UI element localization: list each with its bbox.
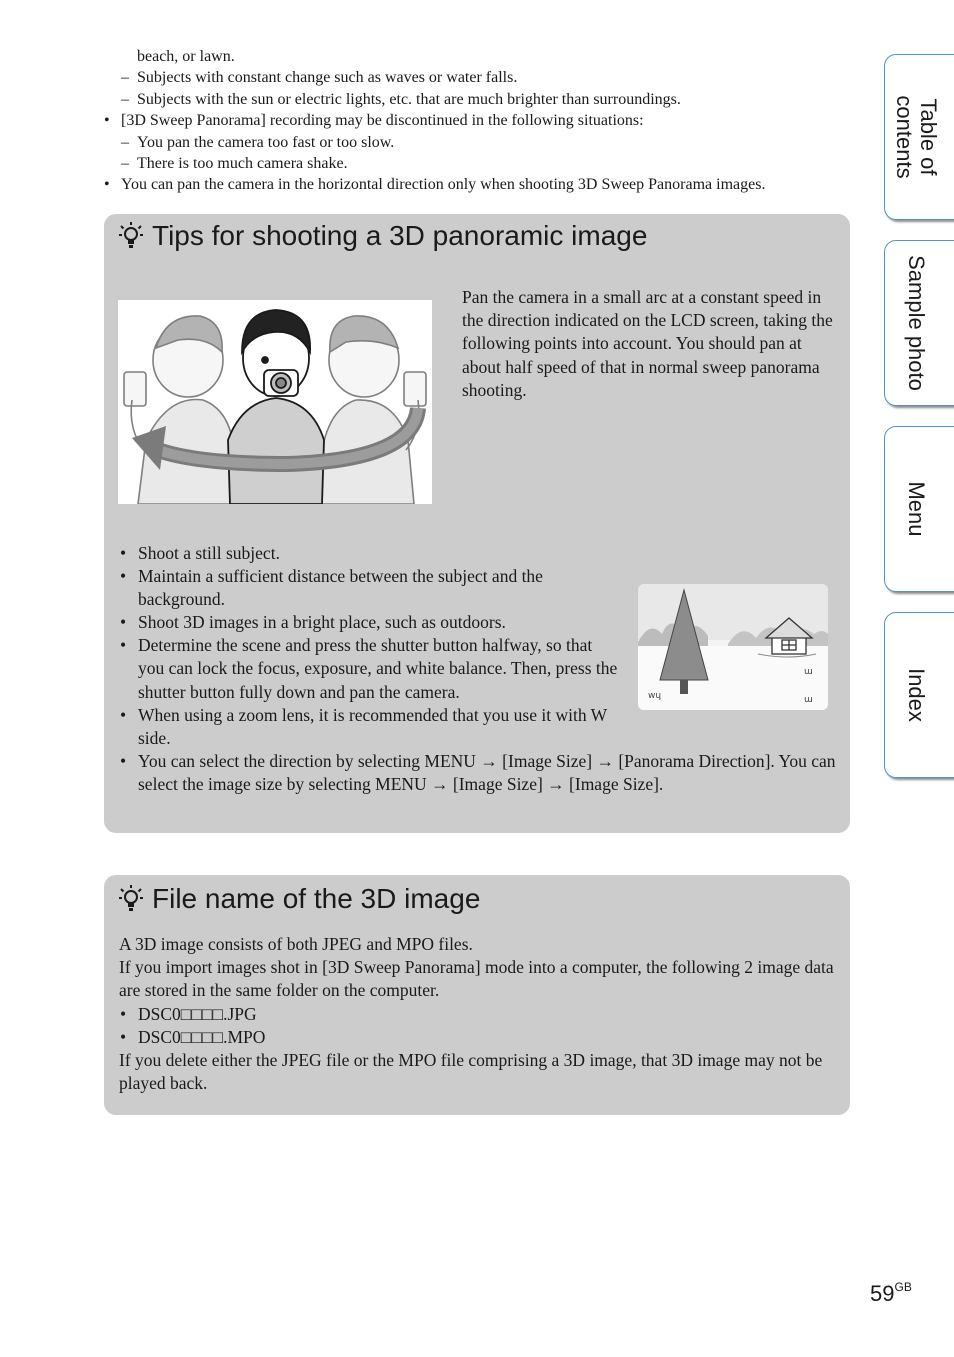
note-dash-item: – There is too much camera shake. [121, 155, 348, 173]
list-item: • Determine the scene and press the shutter button halfway, so that you can lock the focus, exposure, and white balance. Then, press the shutter button fully down and pan the camera. [118, 634, 618, 703]
tab-menu[interactable]: Menu [884, 426, 954, 592]
file-name-title: File name of the 3D image [118, 883, 480, 915]
file-name-box [104, 875, 850, 1115]
tips-list [118, 542, 838, 796]
file-name-body [119, 933, 839, 1095]
list-item: • Maintain a sufficient distance between the subject and the background. [118, 565, 618, 611]
note-dash-item: – Subjects with constant change such as waves or water falls. [121, 69, 518, 87]
page-number: $59^{GB}$ [870, 1280, 912, 1306]
list-item: • Shoot a still subject. [118, 542, 838, 565]
tips-title: Tips for shooting a 3D panoramic image [118, 220, 647, 252]
list-item: • You can select the direction by selecting MENU → [Image Size] → [Panorama Direction]. You can select the image size by selecting MENU → [Image Size] → [Image Size]. [118, 750, 838, 796]
svg-text:ɯ: ɯ [804, 695, 813, 705]
note-dash-item: – You pan the camera too fast or too slow. [121, 133, 395, 151]
list-item: • DSC0□□□□.JPG [120, 1003, 257, 1024]
svg-text:wɥ: wɥ [648, 691, 662, 701]
paragraph: If you delete either the JPEG file or the MPO file comprising a 3D image, that 3D image may not be played back. [119, 1050, 823, 1094]
top-notes [104, 46, 844, 196]
note-bullet-item: • [3D Sweep Panorama] recording may be discontinued in the following situations: [104, 112, 644, 130]
tab-table-of-contents[interactable]: Table of contents [884, 54, 954, 220]
tab-index[interactable]: Index [884, 612, 954, 778]
pan-instructions: Pan the camera in a small arc at a constant speed in the direction indicated on the LCD screen, taking the following points into account. You should pan at about half speed of that in normal sweep panorama shooting. [462, 287, 833, 400]
panning-illustration [118, 300, 432, 504]
lightbulb-icon [118, 884, 144, 914]
list-item: • DSC0□□□□.MPO [120, 1026, 266, 1047]
lightbulb-icon [118, 221, 144, 251]
svg-text:ɯ: ɯ [804, 667, 813, 677]
list-item: • Shoot 3D images in a bright place, such as outdoors. [118, 611, 618, 634]
tab-sample-photo[interactable]: Sample photo [884, 240, 954, 406]
paragraph: If you import images shot in [3D Sweep Panorama] mode into a computer, the following 2 image data are stored in the same folder on the computer. [119, 957, 834, 1001]
tips-box [104, 214, 850, 833]
note-bullet-item: • You can pan the camera in the horizontal direction only when shooting 3D Sweep Panorama images. [104, 176, 766, 194]
continued-text: beach, or lawn. [137, 48, 235, 65]
note-dash-item: – Subjects with the sun or electric lights, etc. that are much brighter than surroundings. [121, 90, 681, 108]
paragraph: A 3D image consists of both JPEG and MPO files. [119, 934, 473, 954]
list-item: • When using a zoom lens, it is recommended that you use it with W side. [118, 704, 618, 750]
